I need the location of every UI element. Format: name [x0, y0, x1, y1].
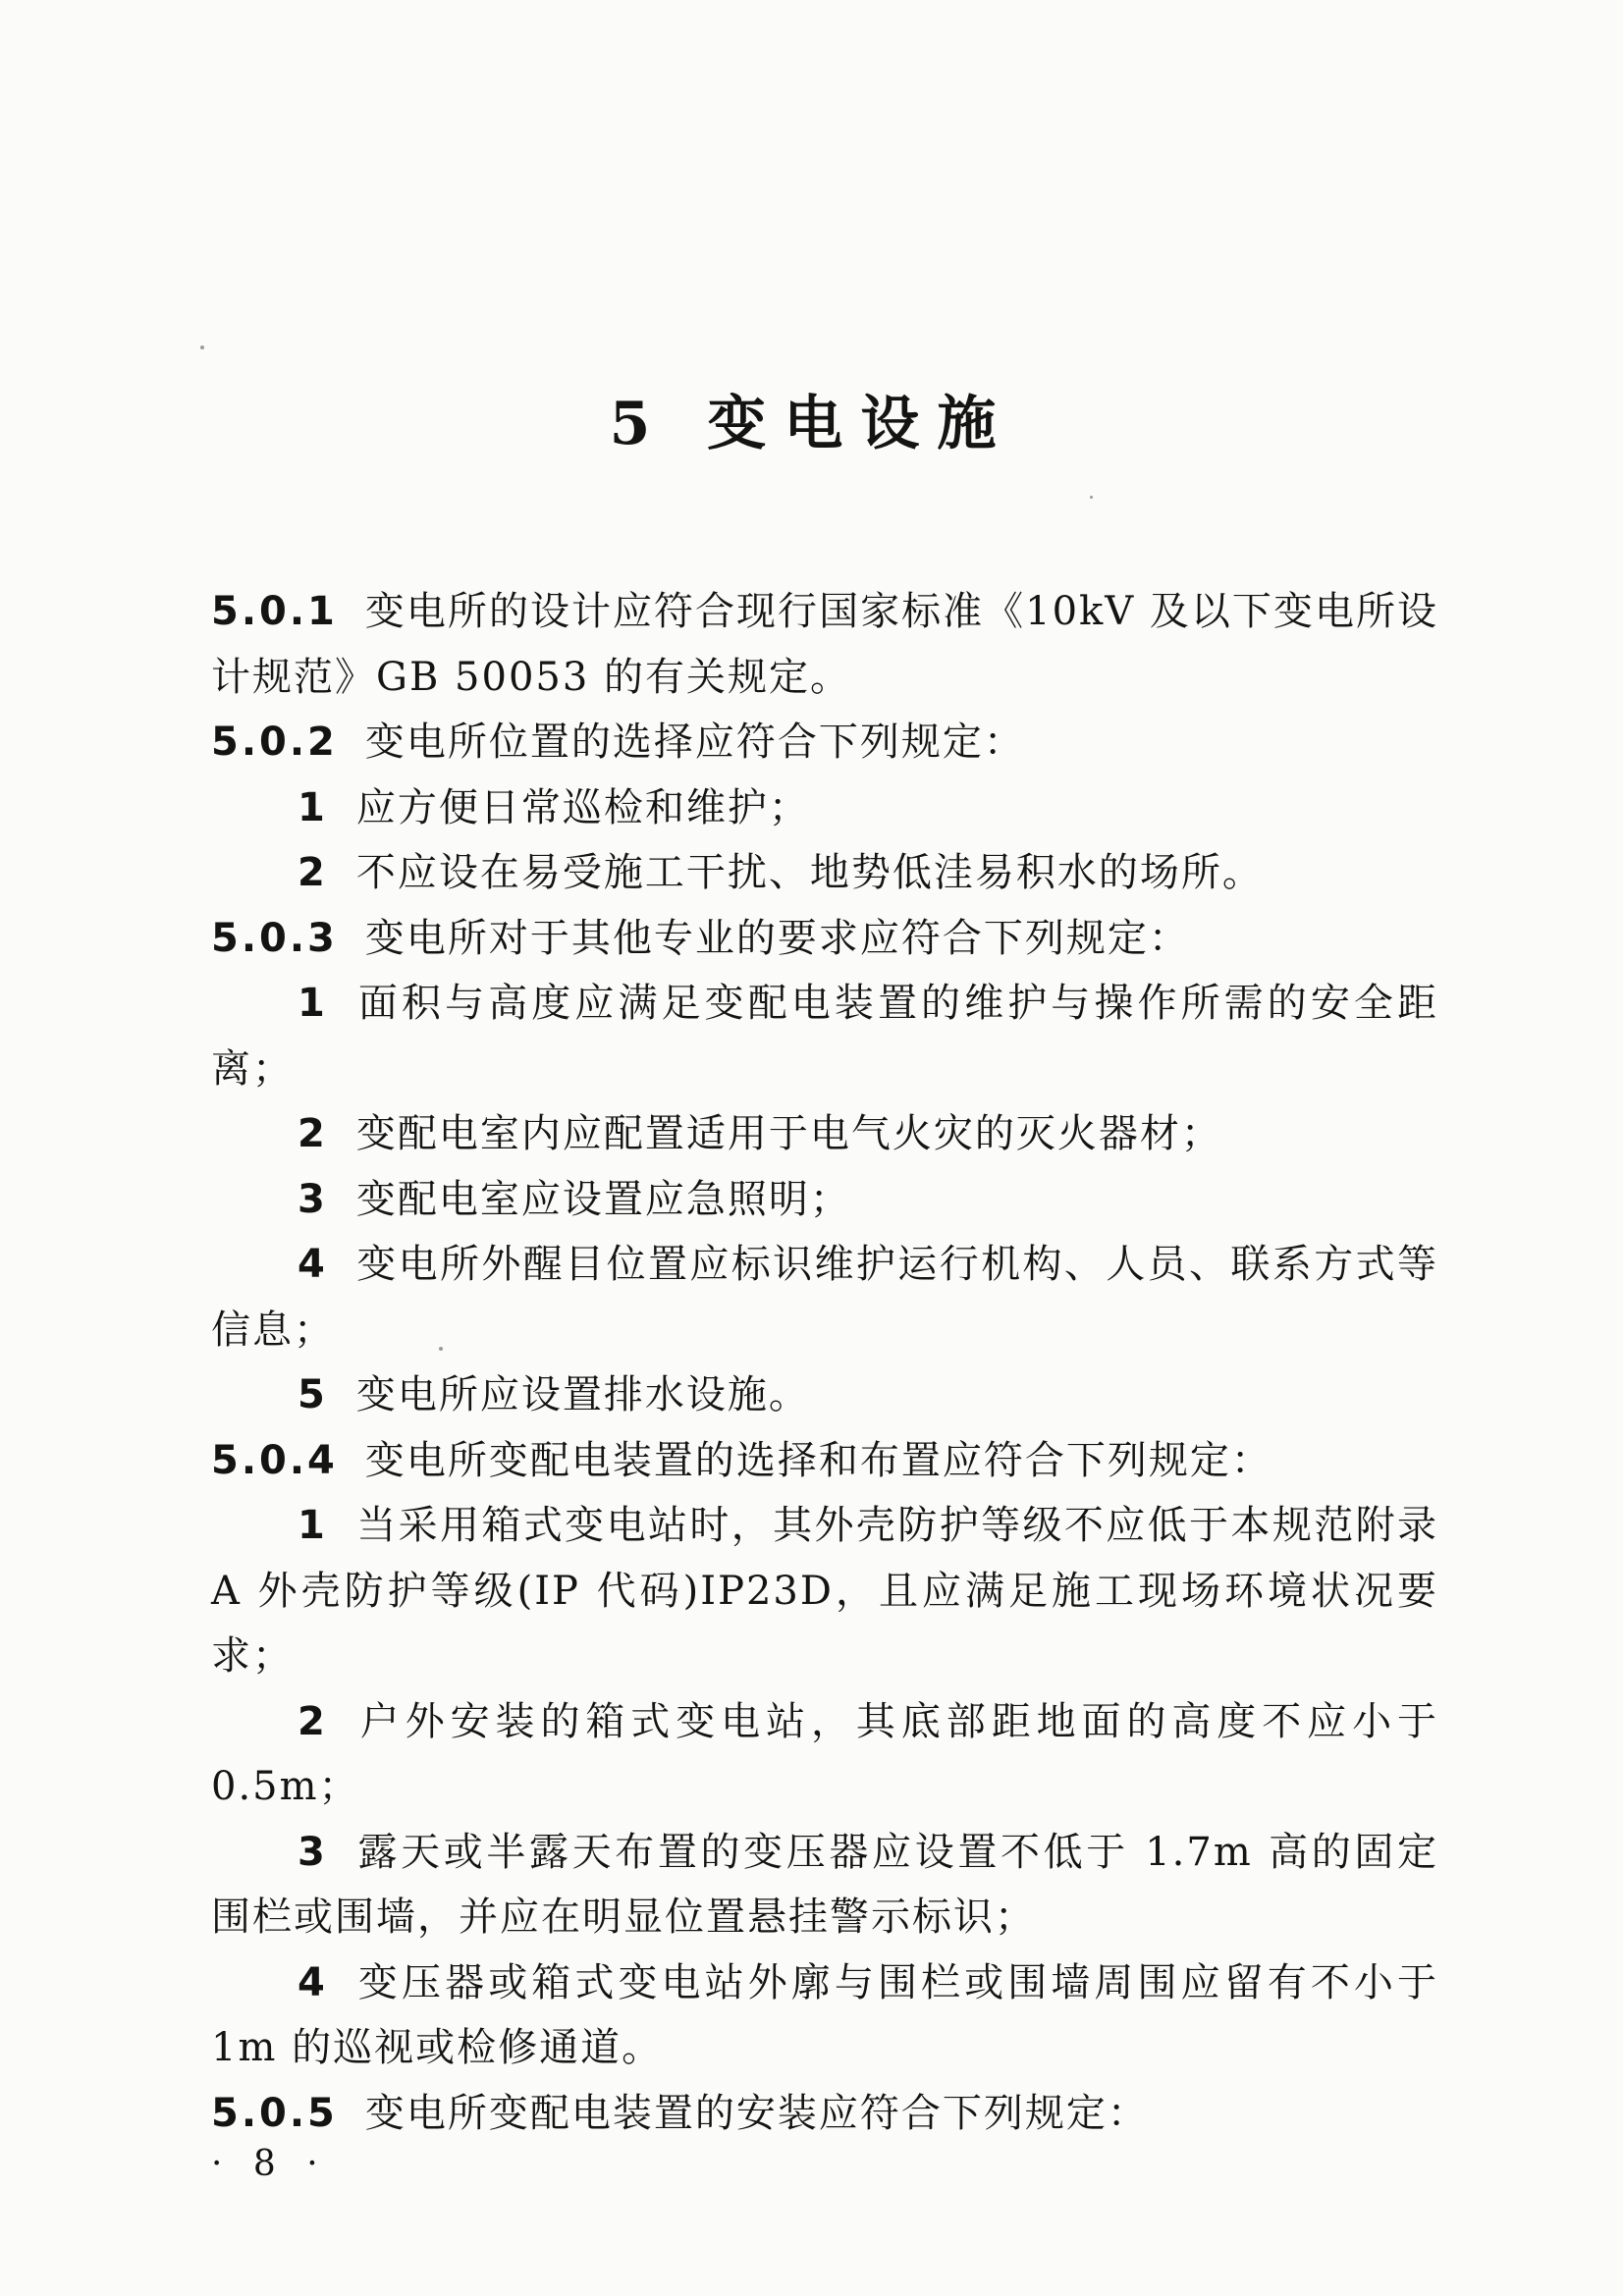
item-number: 4 — [298, 1959, 327, 2005]
item-text: 应方便日常巡检和维护； — [355, 784, 810, 830]
list-item — [211, 1820, 1438, 1950]
item-text: 变配电室应设置应急照明； — [355, 1176, 851, 1222]
list-item — [211, 1950, 1438, 2081]
item-text: 变配电室内应配置适用于电气火灾的灭火器材； — [355, 1111, 1222, 1156]
item-text: 户外安装的箱式变电站，其底部距地面的高度不应小于 0.5m； — [211, 1698, 1438, 1809]
item-number: 2 — [298, 1111, 327, 1156]
clause-number: 5.0.5 — [211, 2090, 338, 2136]
list-item — [211, 1362, 1438, 1428]
clause-text: 变电所变配电装置的选择和布置应符合下列规定： — [364, 1437, 1272, 1483]
chapter-number: 5 — [609, 390, 669, 458]
list-item — [211, 775, 1438, 841]
list-item — [211, 840, 1438, 906]
clause-number: 5.0.1 — [211, 589, 338, 634]
item-number: 4 — [298, 1242, 327, 1287]
list-item — [211, 971, 1438, 1101]
chapter-title — [0, 385, 1623, 463]
item-text: 变电所应设置排水设施。 — [355, 1372, 810, 1417]
clause-text: 变电所对于其他专业的要求应符合下列规定： — [364, 915, 1190, 961]
item-number: 3 — [298, 1176, 327, 1222]
item-text: 变电所外醒目位置应标识维护运行机构、人员、联系方式等信息； — [211, 1242, 1438, 1353]
list-item — [211, 1232, 1438, 1362]
scan-speck — [200, 346, 204, 349]
item-text: 不应设在易受施工干扰、地势低洼易积水的场所。 — [355, 850, 1264, 895]
item-number: 1 — [298, 784, 327, 830]
item-number: 1 — [298, 981, 327, 1026]
clause-text: 变电所位置的选择应符合下列规定： — [364, 720, 1025, 765]
item-text: 露天或半露天布置的变压器应设置不低于 1.7m 高的固定围栏或围墙，并应在明显位置悬挂警示标识； — [211, 1829, 1438, 1940]
clause-paragraph — [211, 1428, 1438, 1494]
list-item — [211, 1493, 1438, 1689]
clause-paragraph — [211, 710, 1438, 775]
clause-number: 5.0.4 — [211, 1437, 338, 1483]
item-text: 当采用箱式变电站时，其外壳防护等级不应低于本规范附录 A 外壳防护等级(IP 代码)IP23D，且应满足施工现场环境状况要求； — [211, 1503, 1438, 1679]
item-number: 5 — [298, 1372, 327, 1417]
clause-text: 变电所的设计应符合现行国家标准《10kV 及以下变电所设计规范》GB 50053 的有关规定。 — [211, 589, 1438, 700]
chapter-title-text: 变电设施 — [707, 390, 1014, 458]
list-item — [211, 1101, 1438, 1167]
clause-text: 变电所变配电装置的安装应符合下列规定： — [364, 2090, 1149, 2136]
scan-speck — [439, 1347, 443, 1351]
body-text — [211, 579, 1438, 2146]
list-item — [211, 1167, 1438, 1233]
scan-speck — [1090, 496, 1093, 499]
item-number: 1 — [298, 1503, 327, 1548]
clause-number: 5.0.3 — [211, 915, 338, 961]
item-text: 面积与高度应满足变配电装置的维护与操作所需的安全距离； — [211, 981, 1438, 1092]
item-number: 3 — [298, 1829, 327, 1875]
clause-paragraph — [211, 906, 1438, 972]
page-number: · 8 · — [211, 2144, 328, 2184]
list-item — [211, 1689, 1438, 1820]
item-number: 2 — [298, 1698, 327, 1744]
clause-number: 5.0.2 — [211, 720, 338, 765]
clause-paragraph — [211, 2081, 1438, 2147]
item-text: 变压器或箱式变电站外廓与围栏或围墙周围应留有不小于 1m 的巡视或检修通道。 — [211, 1959, 1438, 2070]
item-number: 2 — [298, 850, 327, 895]
clause-paragraph — [211, 579, 1438, 710]
